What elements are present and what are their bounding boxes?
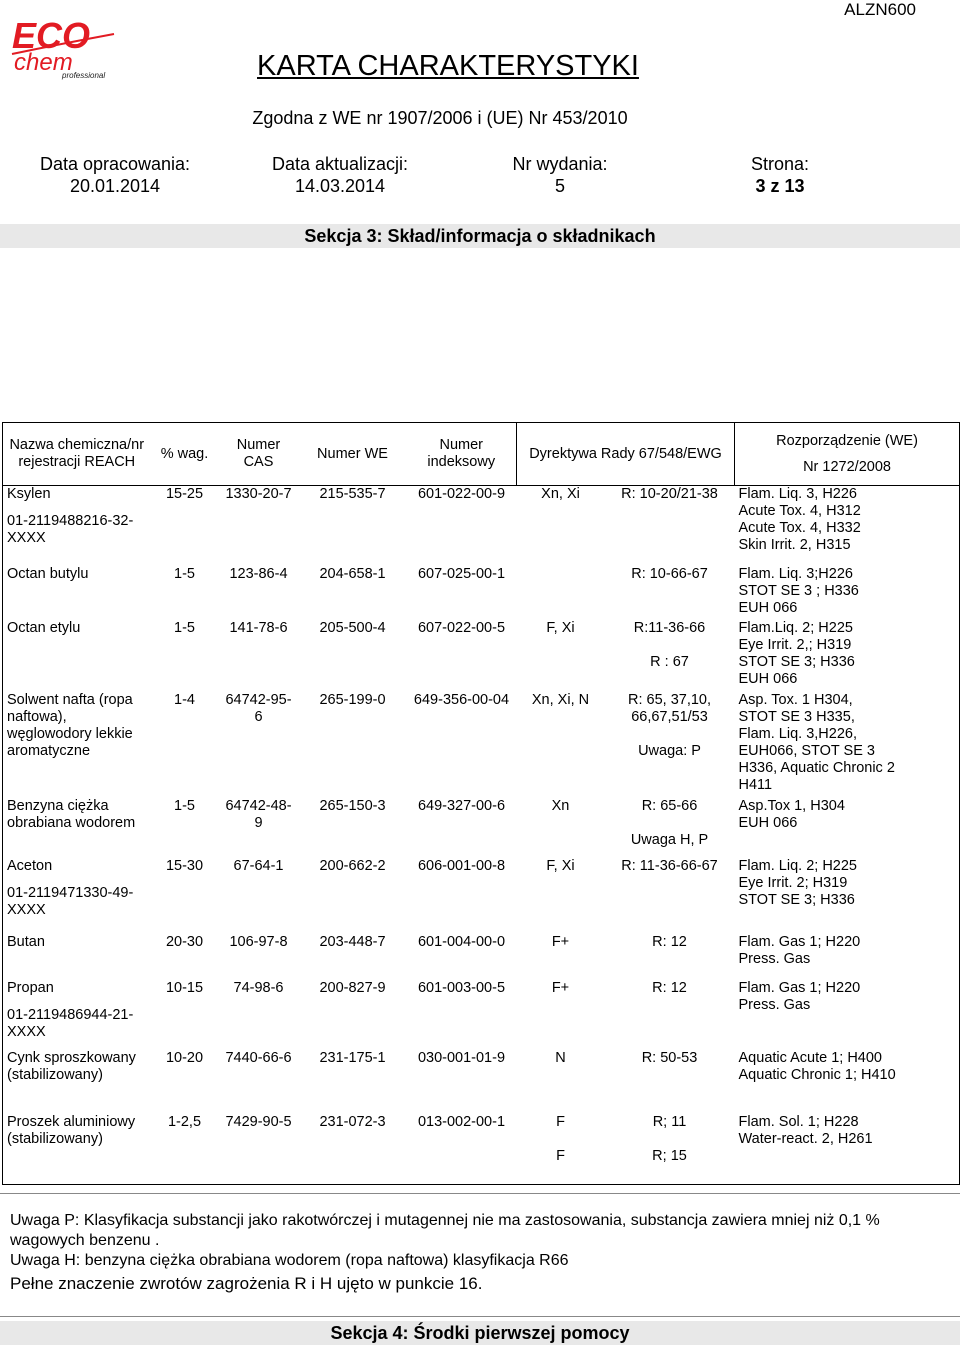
index-number: 601-003-00-5: [417, 980, 506, 997]
r-phrases: R: 65-66 Uwaga H, P: [630, 797, 709, 848]
cas-number: 7429-90-5: [225, 1114, 292, 1131]
notes: [10, 1211, 930, 1294]
logo-eco: ECO: [12, 15, 91, 56]
r-phrases: R: 50-53: [641, 1050, 698, 1067]
r-phrases: R: 11-36-66-67: [621, 857, 718, 874]
table-row: [3, 692, 960, 798]
weight-percent: 15-25: [165, 486, 204, 502]
substance-name: Aceton 01-2119471330-49-XXXX: [3, 858, 151, 934]
clp-classification: Aquatic Acute 1; H400 Aquatic Chronic 1; H410: [738, 1050, 896, 1084]
section-4-header: Sekcja 4: Środki pierwszej pomocy: [0, 1321, 960, 1345]
hazard-symbol: [517, 566, 605, 620]
hazard-symbol: F, Xi: [546, 619, 575, 636]
reach-number: 01-2119486944-21-XXXX: [7, 1007, 134, 1041]
cas-number: 64742-95-6: [225, 691, 292, 725]
clp-classification: Flam.Liq. 2; H225 Eye Irrit. 2,; H319 STOT SE 3; H336 EUH 066: [738, 619, 855, 687]
note-p: Uwaga P: Klasyfikacja substancji jako rakotwórczej i mutagennej nie ma zastosowania, substancja zawiera mniej niż 0,1 % wagowych benzenu .: [10, 1212, 880, 1249]
weight-percent: 1-5: [174, 797, 195, 814]
hazard-symbol: F+: [551, 934, 570, 951]
weight-percent: 20-30: [165, 934, 204, 951]
header-name: Nazwa chemiczna/nr rejestracji REACH: [3, 423, 151, 486]
index-number: 606-001-00-8: [417, 857, 506, 874]
index-number: 030-001-01-9: [417, 1050, 506, 1067]
meta-edition: Nr wydania: 5: [512, 154, 608, 196]
we-number: 204-658-1: [319, 565, 386, 582]
logo-chem: chem: [14, 49, 73, 76]
we-number: 215-535-7: [319, 486, 386, 502]
cas-number: 7440-66-6: [225, 1050, 292, 1067]
header-cas: Numer CAS: [219, 423, 299, 486]
index-number: 601-004-00-0: [417, 934, 506, 951]
page-subtitle: Zgodna z WE nr 1907/2006 i (UE) Nr 453/2010: [252, 108, 628, 128]
logo-tagline: professional: [62, 71, 106, 80]
header-regulation: Rozporządzenie (WE) Nr 1272/2008: [735, 423, 960, 486]
index-number: 601-022-00-9: [417, 486, 506, 502]
substance-name: Proszek aluminiowy (stabilizowany): [7, 1114, 136, 1148]
cas-number: 123-86-4: [229, 565, 288, 582]
clp-classification: Flam. Gas 1; H220 Press. Gas: [738, 980, 861, 1014]
r-phrases: R: 10-66-67: [631, 565, 708, 582]
header-pct: % wag.: [151, 423, 219, 486]
hazard-symbol: Xn, Xi: [541, 486, 580, 502]
meta-page: Strona: 3 z 13: [750, 154, 810, 196]
cas-number: 1330-20-7: [225, 486, 292, 502]
cas-number: 67-64-1: [233, 857, 284, 874]
note-h: Uwaga H: benzyna ciężka obrabiana wodorem (ropa naftowa) klasyfikacja R66: [10, 1252, 569, 1269]
section-3-header: Sekcja 3: Skład/informacja o składnikach: [0, 224, 960, 248]
table-row: [3, 1050, 960, 1114]
r-phrases: R: 65, 37,10, 66,67,51/53 Uwaga: P: [627, 691, 712, 759]
substance-name: Ksylen 01-2119488216-32-XXXX: [3, 486, 151, 566]
table-row: [3, 858, 960, 934]
header-directive: Dyrektywa Rady 67/548/EWG: [517, 423, 735, 486]
substance-name: Benzyna ciężka obrabiana wodorem: [7, 797, 136, 831]
weight-percent: 10-15: [165, 980, 204, 997]
substance-name: Octan etylu: [7, 619, 81, 636]
hazard-symbol: F, Xi: [546, 857, 575, 874]
reach-number: 01-2119488216-32-XXXX: [7, 513, 134, 546]
substance-name: Cynk sproszkowany (stabilizowany): [7, 1050, 136, 1084]
r-phrases: R: 10-20/21-38: [621, 486, 718, 502]
clp-classification: Asp. Tox. 1 H304, STOT SE 3 H335, Flam. Liq. 3,H226, EUH066, STOT SE 3 H336, Aquatic Chronic 2 H411: [738, 691, 895, 793]
hazard-symbol: F+: [551, 980, 570, 997]
clp-classification: Asp.Tox 1, H304 EUH 066: [738, 797, 845, 831]
index-number: 607-022-00-5: [417, 619, 506, 636]
we-number: 231-175-1: [319, 1050, 386, 1067]
table-row: [3, 798, 960, 858]
reach-number: 01-2119471330-49-XXXX: [7, 884, 134, 918]
substance-name: Octan butylu: [7, 565, 89, 582]
hazard-symbol: F F: [556, 1114, 565, 1165]
hazard-symbol: N: [555, 1050, 566, 1067]
cas-number: 64742-48-9: [225, 797, 292, 831]
table-row: [3, 1114, 960, 1184]
clp-classification: Flam. Liq. 2; H225 Eye Irrit. 2; H319 STOT SE 3; H336: [738, 857, 857, 908]
clp-classification: Flam. Liq. 3;H226 STOT SE 3 ; H336 EUH 066: [738, 565, 859, 616]
weight-percent: 1-5: [174, 565, 195, 582]
substance-name: Butan: [7, 934, 45, 951]
page-title: KARTA CHARAKTERYSTYKI: [257, 50, 639, 82]
hazard-symbol: Xn, Xi, N: [531, 691, 590, 708]
index-number: 649-327-00-6: [417, 797, 506, 814]
meta-date-created: Data opracowania: 20.01.2014: [39, 154, 191, 196]
weight-percent: 1-2,5: [167, 1114, 202, 1131]
note-full-text: Pełne znaczenie zwrotów zagrożenia R i H ujęto w punkcie 16.: [10, 1274, 483, 1293]
r-phrases: R:11-36-66 R : 67: [633, 619, 706, 670]
we-number: 200-827-9: [319, 980, 386, 997]
clp-classification: Flam. Gas 1; H220 Press. Gas: [738, 934, 861, 968]
we-number: 265-199-0: [319, 691, 386, 708]
r-phrases: R; 11 R; 15: [652, 1114, 687, 1165]
table-row: [3, 934, 960, 980]
index-number: 013-002-00-1: [417, 1114, 506, 1131]
cas-number: 106-97-8: [229, 934, 288, 951]
cas-number: 141-78-6: [229, 619, 288, 636]
index-number: 607-025-00-1: [417, 565, 506, 582]
clp-classification: Flam. Sol. 1; H228 Water-react. 2, H261: [738, 1114, 873, 1148]
weight-percent: 15-30: [165, 857, 204, 874]
r-phrases: R: 12: [652, 980, 687, 997]
composition-table: [2, 422, 960, 1185]
meta-date-updated: Data aktualizacji: 14.03.2014: [271, 154, 409, 196]
hazard-symbol: Xn: [551, 797, 570, 814]
we-number: 231-072-3: [319, 1114, 386, 1131]
we-number: 203-448-7: [319, 934, 386, 951]
index-number: 649-356-00-04: [413, 691, 510, 708]
table-row: [3, 620, 960, 692]
table-row: [3, 566, 960, 620]
substance-name: Solwent nafta (ropa naftowa), węglowodory lekkie aromatyczne: [7, 691, 133, 759]
cas-number: 74-98-6: [233, 980, 284, 997]
weight-percent: 1-5: [174, 619, 195, 636]
document-id: ALZN600: [844, 0, 916, 19]
weight-percent: 1-4: [174, 691, 195, 708]
weight-percent: 10-20: [165, 1050, 204, 1067]
table-row: [3, 980, 960, 1050]
substance-name: Propan 01-2119486944-21-XXXX: [3, 980, 151, 1050]
we-number: 265-150-3: [319, 797, 386, 814]
header-index: Numer indeksowy: [407, 423, 517, 486]
r-phrases: R: 12: [652, 934, 687, 951]
we-number: 200-662-2: [319, 857, 386, 874]
we-number: 205-500-4: [319, 619, 386, 636]
header-we: Numer WE: [299, 423, 407, 486]
clp-classification: Flam. Liq. 3, H226 Acute Tox. 4, H312 Acute Tox. 4, H332 Skin Irrit. 2, H315: [738, 486, 861, 553]
table-row: [3, 486, 960, 566]
